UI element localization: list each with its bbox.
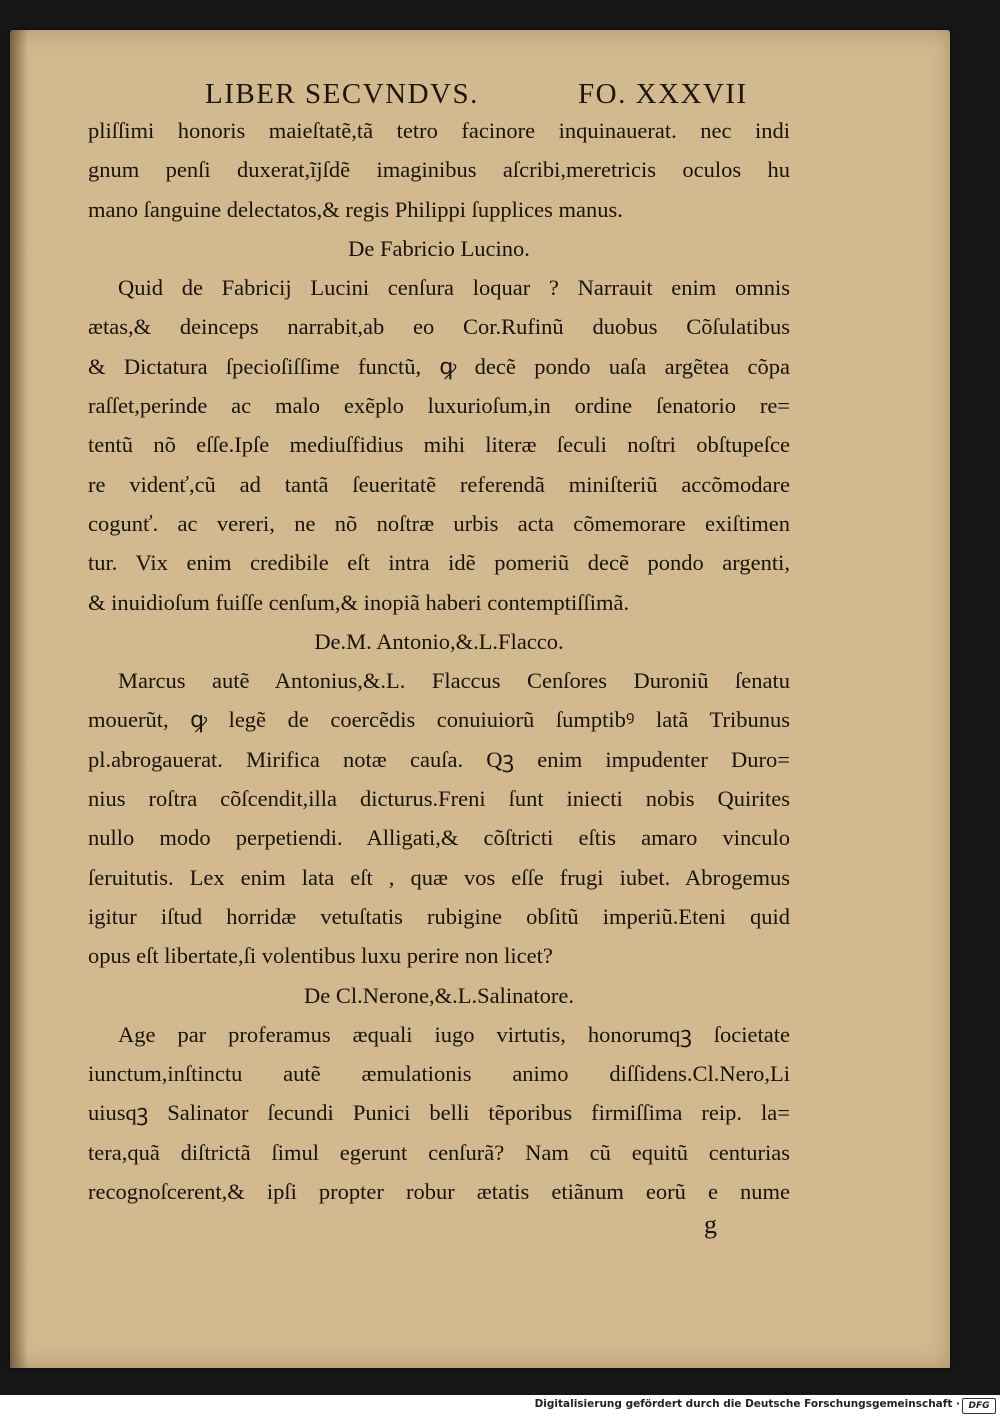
text-line: & inuidioſum fuiſſe cenſum,& inopiã haberi contemptiſſimã.	[88, 589, 630, 615]
section-heading: De Cl.Nerone,&.L.Salinatore.	[304, 982, 574, 1008]
body-text	[88, 111, 790, 1211]
text-line: Marcus autẽ Antonius,&.L. Flaccus Cenſores Duroniũ ſenatu	[118, 668, 790, 694]
text-line: tur. Vix enim credibile eſt intra idẽ pomeriũ decẽ pondo argenti,	[88, 550, 790, 576]
running-head-title: LIBER SECVNDVS.	[205, 78, 479, 110]
section-heading: De Fabricio Lucino.	[348, 235, 530, 261]
text-line: Quid de Fabricij Lucini cenſura loquar ? Narrauit enim omnis	[118, 275, 790, 301]
text-line: ſeruitutis. Lex enim lata eſt , quæ vos eſſe frugi iubet. Abrogemus	[88, 864, 790, 890]
text-line: re videnť,cũ ad tantã ſeueritatẽ referendã miniſteriũ accõmodare	[88, 471, 790, 497]
text-line: ætas,& deinceps narrabit,ab eo Cor.Rufinũ duobus Cõſulatibus	[88, 314, 790, 340]
text-line: uiusqꝫ Salinator ſecundi Punici belli tẽporibus firmiſſima reip. la=	[88, 1100, 790, 1126]
text-line: iunctum,inſtinctu autẽ æmulationis animo diſſidens.Cl.Nero,Li	[88, 1061, 790, 1087]
text-line: & Dictatura ſpecioſiſſime functũ, ꝙ decẽ pondo uaſa argẽtea cõpa	[88, 353, 790, 379]
text-line: pliſſimi honoris maieſtatẽ,tã tetro facinore inquinauerat. nec indi	[88, 118, 790, 143]
text-line: mano ſanguine delectatos,& regis Philippi ſupplices manus.	[88, 196, 623, 222]
text-line: tera,quã diſtrictã ſimul egerunt cenſurã? Nam cũ equitũ centurias	[88, 1139, 790, 1165]
text-line: nullo modo perpetiendi. Alligati,& cõſtricti eſtis amaro vinculo	[88, 825, 790, 851]
text-line: nius roſtra cõſcendit,illa dicturus.Freni ſunt iniecti nobis Quirites	[88, 786, 790, 812]
text-line: raſſet,perinde ac malo exẽplo luxurioſum,in ordine ſenatorio re=	[88, 393, 790, 419]
text-line: mouerũt, ꝙ legẽ de coercẽdis conuiuiorũ ſumptibꝰ latã Tribunus	[88, 707, 790, 733]
digitization-footer	[0, 1395, 1000, 1417]
text-line: cogunť. ac vereri, ne nõ noſtræ urbis acta cõmemorare exiſtimen	[88, 510, 790, 536]
section-heading: De.M. Antonio,&.L.Flacco.	[314, 628, 564, 654]
text-line: igitur iſtud horridæ vetuſtatis rubigine obſitũ imperiũ.Eteni quid	[88, 903, 790, 929]
text-line: pl.abrogauerat. Mirifica notæ cauſa. Qꝫ enim impudenter Duro=	[88, 746, 790, 772]
signature-mark: g	[704, 1210, 717, 1239]
text-line: opus eſt libertate,ſi volentibus luxu perire non licet?	[88, 943, 553, 969]
dfg-logo-icon: DFG	[962, 1398, 996, 1414]
text-line: Age par proferamus æquali iugo virtutis, honorumqꝫ ſocietate	[118, 1021, 790, 1047]
text-line: recognoſcerent,& ipſi propter robur ætatis etiãnum eorũ e nume	[88, 1179, 790, 1205]
folio-number: FO. XXXVII	[578, 78, 748, 110]
footer-credit: Digitalisierung gefördert durch die Deutsche Forschungsgemeinschaft ·	[534, 1398, 960, 1410]
text-line: gnum penſi duxerat,ĩjſdẽ imaginibus aſcribi,meretricis oculos hu	[88, 157, 790, 183]
text-line: tentũ nõ eſſe.Ipſe mediuſfidius mihi literæ ſeculi noſtri obſtupeſce	[88, 432, 790, 458]
